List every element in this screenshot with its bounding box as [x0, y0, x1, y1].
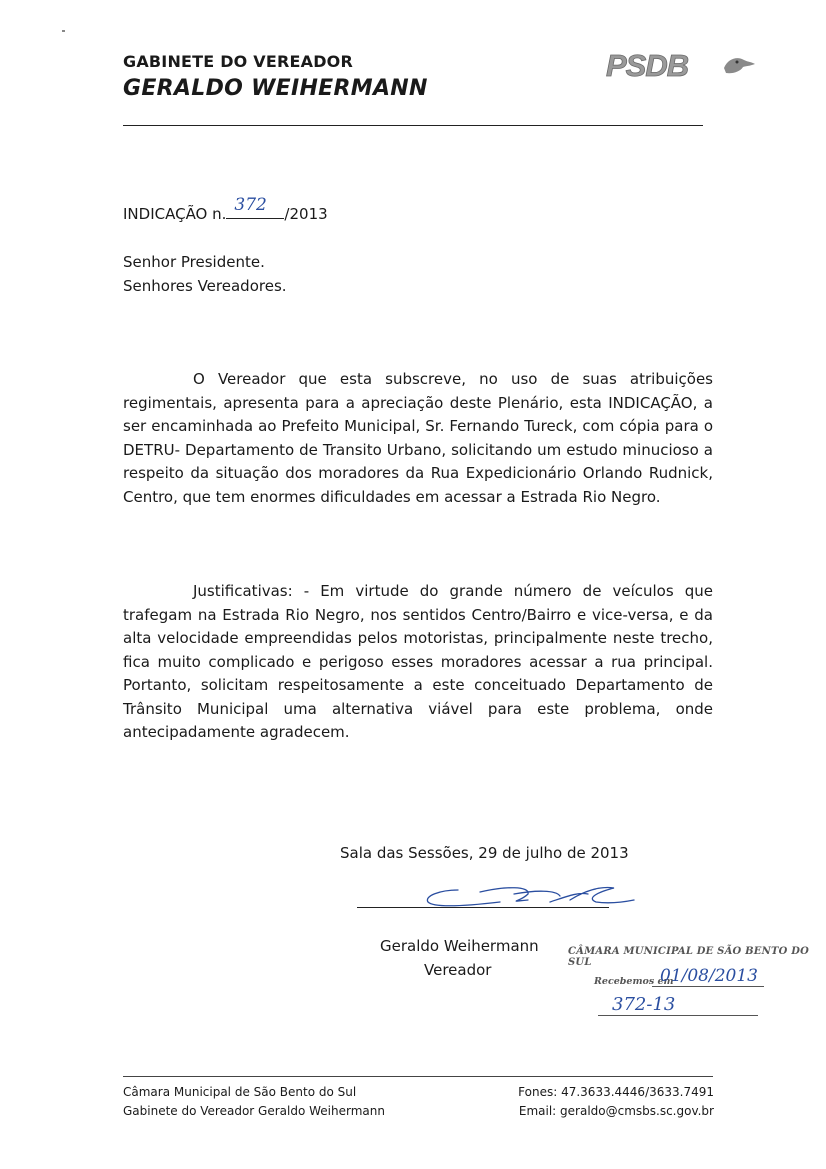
- councilor-name: GERALDO WEIHERMANN: [123, 76, 428, 101]
- scan-speck: [62, 30, 65, 32]
- greeting-line-1: Senhor Presidente.: [123, 253, 265, 271]
- stamp-title: CÂMARA MUNICIPAL DE SÃO BENTO DO SUL: [568, 946, 809, 968]
- greeting-line-2: Senhores Vereadores.: [123, 277, 287, 295]
- indication-number: 372: [234, 195, 267, 215]
- signer-name: Geraldo Weihermann: [380, 937, 539, 955]
- body-paragraph-1: O Vereador que esta subscreve, no uso de suas atribuições regimentais, apresenta para a apreciação deste Plenário, esta INDICAÇÃO, a ser encaminhada ao Prefeito Municipal, Sr. Fernando Tureck, com cópia para o DETRU- Departamento de Transito Urbano, solicitando um estudo minucioso a respeito da situação dos moradores da Rua Expedicionário Orlando Rudnick, Centro, que tem enormes dificuldades em acessar a Estrada Rio Negro.: [123, 370, 713, 506]
- footer-divider: [123, 1076, 713, 1077]
- stamp-received-label: Recebemos em: [594, 976, 674, 987]
- indication-number-field: [226, 195, 284, 219]
- header-divider: [123, 125, 703, 126]
- footer-right: [470, 1083, 714, 1121]
- footer-chamber: Câmara Municipal de São Bento do Sul: [123, 1085, 357, 1099]
- indication-line: [123, 195, 328, 223]
- footer-office: Gabinete do Vereador Geraldo Weihermann: [123, 1104, 385, 1118]
- psdb-logo: [606, 46, 756, 84]
- indication-prefix: INDICAÇÃO n.: [123, 205, 227, 223]
- office-title: GABINETE DO VEREADOR: [123, 52, 353, 71]
- toucan-icon: [724, 58, 755, 73]
- body-paragraph-2: Justificativas: - Em virtude do grande número de veículos que trafegam na Estrada Rio Negro, nos sentidos Centro/Bairro e vice-versa, e da alta velocidade empreendidas pelos motoristas, principalmente neste trecho, fica muito complicado e perigoso esses moradores acessar a rua principal. Portanto, solicitam respeitosamente a este conceituado Departamento de Trânsito Municipal uma alternativa viável para este problema, onde antecipadamente agradecem.: [123, 582, 713, 741]
- greeting: [123, 250, 287, 298]
- stamp-registration: 372-13: [612, 994, 676, 1015]
- stamp-date-line: [652, 986, 764, 987]
- place-date: Sala das Sessões, 29 de julho de 2013: [340, 844, 629, 862]
- signer-role: Vereador: [424, 961, 492, 979]
- indication-year: /2013: [284, 205, 328, 223]
- svg-text:PSDB: PSDB: [606, 48, 689, 83]
- signature-line: [357, 907, 609, 908]
- footer-phones: Fones: 47.3633.4446/3633.7491: [518, 1085, 714, 1099]
- footer-left: [123, 1083, 385, 1121]
- stamp-registration-line: [598, 1015, 758, 1016]
- stamp-received-date: 01/08/2013: [660, 966, 758, 986]
- footer-email: Email: geraldo@cmsbs.sc.gov.br: [518, 1104, 714, 1118]
